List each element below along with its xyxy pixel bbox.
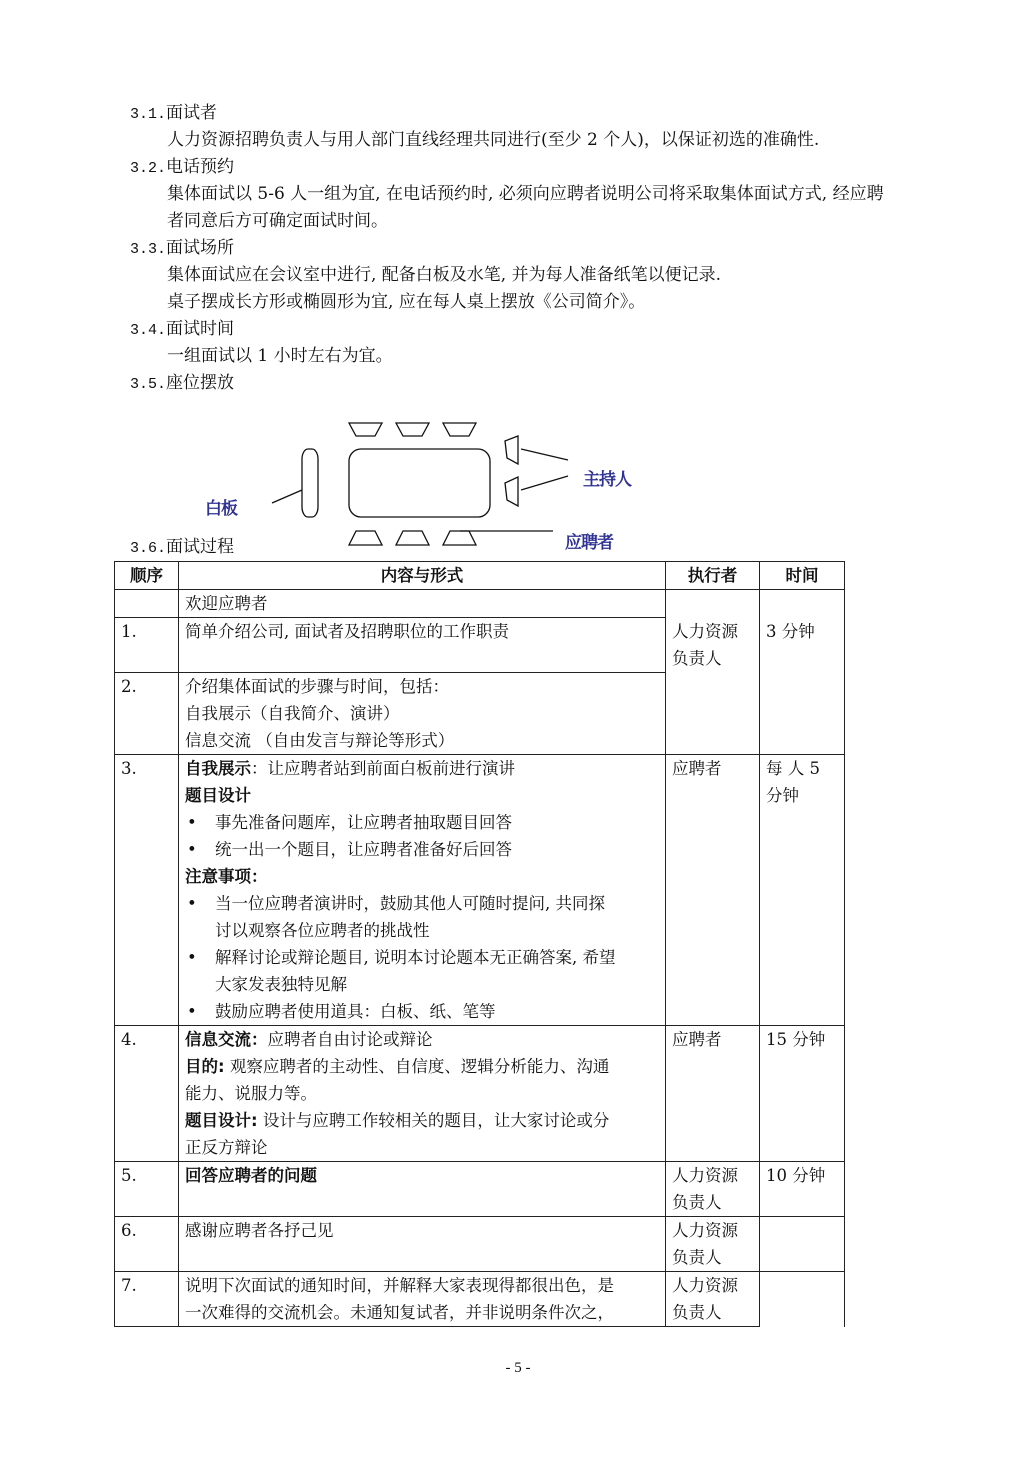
conference-table xyxy=(349,449,490,517)
header-order: 顺序 xyxy=(115,562,179,590)
row-executor: 应聘者 xyxy=(666,755,760,1026)
row-content: 感谢应聘者各抒己见 xyxy=(179,1217,666,1272)
table-row xyxy=(115,590,845,618)
row-content: 信息交流：应聘者自由讨论或辩论 目的: 观察应聘者的主动性、自信度、逻辑分析能力、沟通 能力、说服力等。 题目设计: 设计与应聘工作较相关的题目，让大家讨论或分 正反方辩论 xyxy=(179,1026,666,1162)
applicant-label: 应聘者 xyxy=(565,533,613,553)
row-time: 3 分钟 xyxy=(760,590,845,755)
row-content: 简单介绍公司, 面试者及招聘职位的工作职责 xyxy=(179,618,666,673)
row-executor: 应聘者 xyxy=(666,1026,760,1162)
table-row xyxy=(115,1217,845,1272)
chair-icon xyxy=(396,423,429,436)
row-time: 15 分钟 xyxy=(760,1026,845,1162)
section-heading-3-1: 3.1.面试者 xyxy=(130,103,218,123)
row-no: 5. xyxy=(115,1162,179,1217)
row-time xyxy=(760,1217,845,1272)
row-content: 自我展示：让应聘者站到前面白板前进行演讲 题目设计 • 事先准备问题库，让应聘者抽取题目回答 • 统一出一个题目，让应聘者准备好后回答 注意事项： • 当一位应聘者演讲时，鼓励其他人可随时提问, 共同探 讨以观察各位应聘者的挑战性 • 解释讨论或辩论题目, 说明本讨论题本无正确答案, 希望 大家发表独特见解 • 鼓励应聘者使用道具：白板、纸、笔等 xyxy=(179,755,666,1026)
table-row xyxy=(115,1272,845,1327)
row-no xyxy=(115,590,179,618)
row-executor: 人力资源 负责人 xyxy=(666,1217,760,1272)
row-content: 介绍集体面试的步骤与时间，包括： 自我展示（自我简介、演讲） 信息交流 （自由发言与辩论等形式） xyxy=(179,673,666,755)
chair-icon xyxy=(349,423,382,436)
row-content: 回答应聘者的问题 xyxy=(179,1162,666,1217)
row-executor: 人力资源 负责人 xyxy=(666,590,760,755)
row-no: 1. xyxy=(115,618,179,673)
row-time xyxy=(760,1272,845,1327)
seating-diagram xyxy=(0,0,1036,560)
section-heading-3-5: 3.5.座位摆放 xyxy=(130,373,235,393)
section-text: 桌子摆成长方形或椭圆形为宜, 应在每人桌上摆放《公司简介》。 xyxy=(167,292,646,312)
header-time: 时间 xyxy=(760,562,845,590)
section-text: 集体面试以 5-6 人一组为宜, 在电话预约时, 必须向应聘者说明公司将采取集体面试方式, 经应聘 xyxy=(167,184,884,204)
row-time: 10 分钟 xyxy=(760,1162,845,1217)
chair-icon xyxy=(349,531,382,545)
header-executor: 执行者 xyxy=(666,562,760,590)
chair-icon xyxy=(443,423,476,436)
section-text: 一组面试以 1 小时左右为宜。 xyxy=(167,346,393,366)
row-executor: 人力资源 负责人 xyxy=(666,1272,760,1327)
section-heading-3-3: 3.3.面试场所 xyxy=(130,238,235,258)
row-content: 说明下次面试的通知时间，并解释大家表现得都很出色，是 一次难得的交流机会。未通知复试者，并非说明条件次之， xyxy=(179,1272,666,1327)
section-text: 者同意后方可确定面试时间。 xyxy=(167,211,388,231)
section-heading-3-2: 3.2.电话预约 xyxy=(130,157,235,177)
interview-process-table xyxy=(114,561,845,1327)
section-heading-3-6: 3.6.面试过程 xyxy=(130,537,235,557)
chair-icon xyxy=(443,531,476,545)
row-time: 每 人 5 分钟 xyxy=(760,755,845,1026)
host-label: 主持人 xyxy=(583,470,631,490)
host-chair-icon xyxy=(505,436,518,464)
whiteboard-shape xyxy=(302,449,318,517)
table-row xyxy=(115,755,845,1026)
table-row xyxy=(115,1162,845,1217)
whiteboard-label: 白板 xyxy=(205,499,237,519)
page-number: - 5 - xyxy=(505,1360,531,1376)
section-text: 集体面试应在会议室中进行, 配备白板及水笔, 并为每人准备纸笔以便记录. xyxy=(167,265,722,285)
table-row xyxy=(115,1026,845,1162)
row-no: 2. xyxy=(115,673,179,755)
row-no: 6. xyxy=(115,1217,179,1272)
row-executor: 人力资源 负责人 xyxy=(666,1162,760,1217)
row-no: 3. xyxy=(115,755,179,1026)
table-header-row xyxy=(115,562,845,590)
host-chair-icon xyxy=(505,477,518,506)
row-no: 7. xyxy=(115,1272,179,1327)
section-text: 人力资源招聘负责人与用人部门直线经理共同进行(至少 2 个人)，以保证初选的准确性. xyxy=(167,130,820,150)
section-heading-3-4: 3.4.面试时间 xyxy=(130,319,235,339)
row-no: 4. xyxy=(115,1026,179,1162)
header-content: 内容与形式 xyxy=(179,562,666,590)
chair-icon xyxy=(396,531,429,545)
row-content: 欢迎应聘者 xyxy=(179,590,666,618)
